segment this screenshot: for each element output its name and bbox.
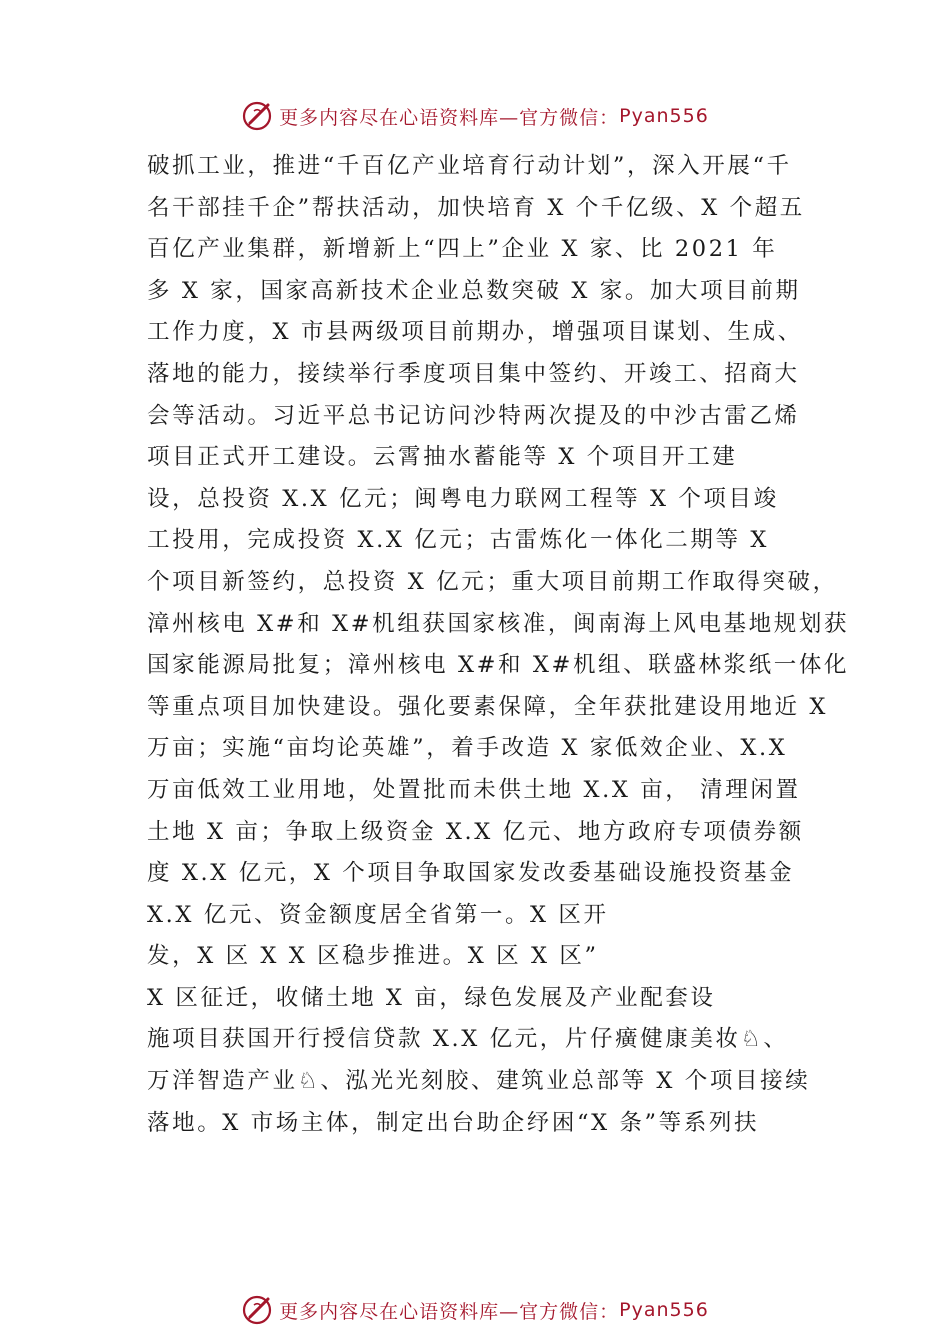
body-line: 名干部挂千企”帮扶活动，加快培育 X 个千亿级、X 个超五 [147,194,805,221]
body-line: X 区征迁，收储土地 X 亩，绿色发展及产业配套设 [147,984,716,1011]
body-line: X.X 亿元、资金额度居全省第一。X 区开 [147,901,609,928]
wechat-handle: Pyan556 [619,1299,709,1321]
body-line: 等重点项目加快建设。强化要素保障，全年获批建设用地近 X [147,693,828,720]
body-line: 破抓工业，推进“千百亿产业培育行动计划”，深入开展“千 [147,153,792,179]
body-line: 会等活动。习近平总书记访问沙特两次提及的中沙古雷乙烯 [147,402,800,429]
banner-text: 更多内容尽在心语资料库—官方微信： [279,106,620,129]
body-line: 万洋智造产业♘、泓光光刻胶、建筑业总部等 X 个项目接续 [147,1068,811,1095]
body-line: 落地。X 市场主体，制定出台助企纾困“X 条”等系列扶 [147,1109,760,1136]
body-line: 百亿产业集群，新增新上“四上”企业 X 家、比 2021 年 [147,236,778,263]
body-line: 施项目获国开行授信贷款 X.X 亿元，片仔癀健康美妆♘、 [147,1026,789,1053]
body-line: 发，X 区 X X 区稳步推进。X 区 X 区” [147,943,599,970]
writing-pen-icon [241,99,275,133]
header-banner [0,96,950,136]
writing-pen-icon [241,1293,275,1327]
body-line: 个项目新签约，总投资 X 亿元；重大项目前期工作取得突破， [147,568,838,595]
body-line: 工投用，完成投资 X.X 亿元；古雷炼化一体化二期等 X [147,527,769,554]
body-line: 漳州核电 X#和 X#机组获国家核准，闽南海上风电基地规划获 [147,610,850,637]
body-line: 万亩低效工业用地，处置批而未供土地 X.X 亩， 清理闲置 [147,776,801,803]
body-line: 度 X.X 亿元，X 个项目争取国家发改委基础设施投资基金 [147,860,795,887]
body-line: 设，总投资 X.X 亿元；闽粤电力联网工程等 X 个项目竣 [147,485,779,512]
body-line: 万亩；实施“亩均论英雄”，着手改造 X 家低效企业、X.X [147,735,788,762]
body-line: 落地的能力，接续举行季度项目集中签约、开竣工、招商大 [147,360,800,387]
body-line: 土地 X 亩；争取上级资金 X.X 亿元、地方政府专项债券额 [147,818,804,845]
body-line: 多 X 家，国家高新技术企业总数突破 X 家。加大项目前期 [147,277,801,304]
wechat-handle: Pyan556 [619,105,709,127]
body-line: 国家能源局批复；漳州核电 X#和 X#机组、联盛林浆纸一体化 [147,652,850,679]
banner-text: 更多内容尽在心语资料库—官方微信： [279,1300,620,1323]
document-body [147,146,850,1144]
footer-banner [0,1290,950,1330]
body-line: 工作力度，X 市县两级项目前期办，增强项目谋划、生成、 [147,319,803,346]
body-line: 项目正式开工建设。云霄抽水蓄能等 X 个项目开工建 [147,444,738,471]
